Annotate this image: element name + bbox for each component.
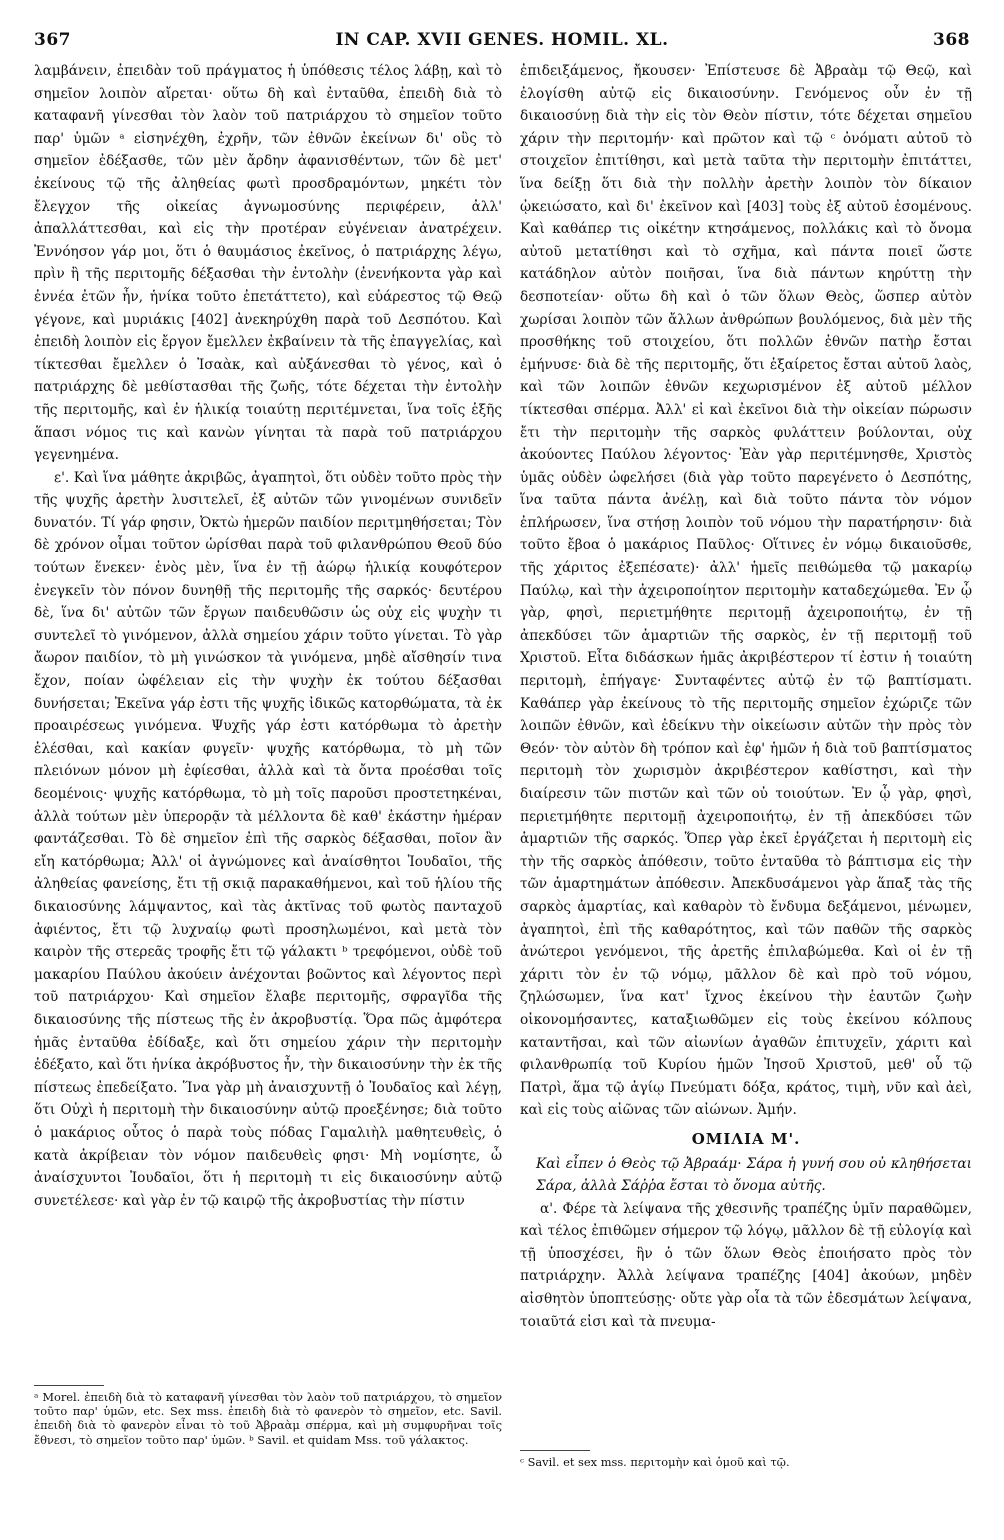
running-header	[34, 30, 970, 54]
left-paragraph-2: ε'. Καὶ ἵνα μάθητε ἀκριβῶς, ἀγαπητοὶ, ὅτι οὐδὲν τοῦτο πρὸς τὴν τῆς ψυχῆς ἀρετὴν λυσιτελεῖ, ἐξ αὐτῶν τῶν γινομένων συνιδεῖν δυνατόν. Τί γάρ φησιν, Ὀκτὼ ἡμερῶν παιδίον περιτμηθήσεται; Τὸν δὲ χρόνον οἶμαι τοῦτον ὡρίσθαι παρὰ τοῦ φιλανθρώπου Θεοῦ δύο τούτων ἕνεκεν· ἑνὸς μὲν, ἵνα ἐν τῇ ἀώρῳ ἡλικίᾳ κουφότερον ἐνεγκεῖν τὸν πόνον δυνηθῇ τῆς περιτομῆς τῆς σαρκός· δευτέρου δὲ, ἵνα δι' αὐτῶν τῶν ἔργων παιδευθῶσιν ὡς οὐχ εἰς ψυχὴν τι συντελεῖ τὸ γινόμενον, ἀλλὰ σημείου χάριν τοῦτο γίνεται. Τὸ γὰρ ἄωρον παιδίον, τὸ μὴ γινώσκον τὰ γινόμενα, μηδὲ αἴσθησίν τινα ἔχον, ποίαν ὠφέλειαν εἰς τὴν ψυχὴν ἐκ τούτου δέξασθαι δυνήσεται; Ἐκεῖνα γάρ ἐστι τῆς ψυχῆς ἰδικῶς κατορθώματα, τὰ ἐκ προαιρέσεως γινόμενα. Ψυχῆς γάρ ἐστι κατόρθωμα τὸ ἀρετὴν ἑλέσθαι, καὶ κακίαν φυγεῖν· ψυχῆς κατόρθωμα, τὸ μὴ τῶν πλειόνων μόνον μὴ ἐφίεσθαι, ἀλλὰ καὶ τὰ ὄντα προέσθαι τοῖς δεομένοις· ψυχῆς κατόρθωμα, τὸ μὴ τοῖς παροῦσι προστετηκέναι, ἀλλὰ τούτων μὲν ὑπερορᾷν τὰ μέλλοντα δὲ καθ' ἑκάστην ἡμέραν φαντάζεσθαι. Τὸ δὲ σημεῖον ἐπὶ τῆς σαρκὸς δέξασθαι, ποῖον ἂν εἴη κατόρθωμα; Ἀλλ' οἱ ἀγνώμονες καὶ ἀναίσθητοι Ἰουδαῖοι, τῆς ἀληθείας φανείσης, ἔτι τῇ σκιᾷ παρακαθήμενοι, καὶ τοῦ ἡλίου τῆς δικαιοσύνης λάμψαντος, καὶ τὰς ἀκτῖνας τοῦ φωτὸς πανταχοῦ ἀφιέντος, ἔτι τῷ λυχναίῳ φωτὶ προσηλωμένοι, καὶ μετὰ τὸν καιρὸν τῆς στερεᾶς τροφῆς ἔτι τῷ γάλακτι ᵇ τρεφόμενοι, οὐδὲ τοῦ μακαρίου Παύλου ἀκούειν ἀνέχονται βοῶντος καὶ λέγοντος περὶ τοῦ πατριάρχου· Καὶ σημεῖον ἔλαβε περιτομῆς, σφραγῖδα τῆς δικαιοσύνης τῆς πίστεως τῆς ἐν ἀκροβυστίᾳ. Ὅρα πῶς ἀμφότερα ἡμᾶς ἐνταῦθα ἐδίδαξε, καὶ ὅτι σημείου χάριν τὴν περιτομὴν ἐδέξατο, καὶ ὅτι ἡνίκα ἀκρόβυστος ἦν, τὴν δικαιοσύνην τὴν ἐκ τῆς πίστεως ἐπεδείξατο. Ἵνα γὰρ μὴ ἀναισχυντῇ ὁ Ἰουδαῖος καὶ λέγῃ, ὅτι Οὐχὶ ἡ περιτομὴ τὴν δικαιοσύνην αὐτῷ προεξένησε; διὰ τοῦτο ὁ μακάριος οὗτος ὁ παρὰ τοὺς πόδας Γαμαλιὴλ μαθητευθεὶς, ὁ κατὰ ἀκρίβειαν τὸν νόμον παιδευθεὶς φησι· Μὴ νομίσητε, ὦ ἀναίσχυντοι Ἰουδαῖοι, ὅτι ἡ περιτομὴ τι εἰς δικαιοσύνην αὐτῷ συνετέλεσε· καὶ γὰρ ἐν τῷ καιρῷ τῆς ἀκροβυστίας τὴν πίστιν	[34, 469, 502, 1209]
footnote-rule	[34, 1385, 104, 1386]
homily-scripture: Καὶ εἶπεν ὁ Θεὸς τῷ Ἀβραάμ· Σάρα ἡ γυνή σου οὐ κληθήσεται Σάρα, ἀλλὰ Σάῤῥα ἔσται τὸ ὄνομα αὐτῆς.	[536, 1155, 972, 1195]
right-paragraph-2: α'. Φέρε τὰ λείψανα τῆς χθεσινῆς τραπέζης ὑμῖν παραθῶμεν, καὶ τέλος ἐπιθῶμεν σήμερον τῷ λόγῳ, μᾶλλον δὲ τῇ εὐλογίᾳ καὶ τῇ ὑποσχέσει, ἣν ὁ τῶν ὅλων Θεὸς ἐποιήσατο πρὸς τὸν πατριάρχην. Ἀλλὰ λείψανα τραπέζης [404] ἀκούων, μηδὲν αἰσθητὸν ὑποπτεύσῃς· οὔτε γὰρ οἷα τὰ τῶν ἐδεσμάτων λείψανα, τοιαῦτά εἰσι καὶ τὰ πνευμα-	[520, 1200, 972, 1330]
homily-title: ΟΜΙΛΙΑ Μ'.	[691, 1129, 801, 1148]
left-footnote: ᵃ Morel. ἐπειδὴ διὰ τὸ καταφανῆ γίνεσθαι τὸν λαὸν τοῦ πατριάρχου, τὸ σημεῖον τοῦτο παρ' ὑμῶν, etc. Sex mss. ἐπειδὴ διὰ τὸ φανερὸν τὸ σημεῖον, etc. Savil. ἐπειδὴ διὰ τὸ φανερὸν εἶναι τὸ τοῦ Ἀβραὰμ σπέρμα, καὶ μὴ συμφυρῆναι τοῖς ἔθνεσι, τὸ σημεῖον τοῦτο παρ' ὑμῶν. ᵇ Savil. et quidam Mss. τοῦ γάλακτος.	[34, 1390, 502, 1447]
page-number-left: 367	[34, 30, 71, 50]
page-number-right: 368	[933, 30, 970, 50]
right-paragraph-1: ἐπιδειξάμενος, ἤκουσεν· Ἐπίστευσε δὲ Ἀβραὰμ τῷ Θεῷ, καὶ ἐλογίσθη αὐτῷ εἰς δικαιοσύνην. Γενόμενος οὖν ἐν τῇ δικαιοσύνῃ διὰ τὴν εἰς τὸν Θεὸν πίστιν, τότε δέχεται σημεῖου χάριν τὴν περιτομήν· καὶ πρῶτον καὶ τῷ ᶜ ὀνόματι αὐτοῦ τὸ στοιχεῖον ἐπιτίθησι, καὶ μετὰ ταῦτα τὴν περιτομὴν ἐπιτάττει, ἵνα δείξῃ ὅτι διὰ τὴν πολλὴν ἀρετὴν λοιπὸν τὸν δίκαιον ᾠκειώσατο, καὶ δι' ἐκεῖνον καὶ [403] τοὺς ἐξ αὐτοῦ ἐσομένους. Καὶ καθάπερ τις οἰκέτην κτησάμενος, πολλάκις καὶ τὸ ὄνομα αὐτοῦ μετατίθησι καὶ τὸ σχῆμα, καὶ πάντα ποιεῖ ὥστε κατάδηλον αὐτὸν ποιῆσαι, ἵνα διὰ πάντων κηρύττῃ τὴν δεσποτείαν· οὕτω δὴ καὶ ὁ τῶν ὅλων Θεὸς, ὥσπερ αὐτὸν χωρίσαι λοιπὸν τῶν ἄλλων ἀνθρώπων βουλόμενος, διὰ μὲν τῆς προσθήκης τοῦ στοιχείου, ὅτι πολλῶν ἐθνῶν πατὴρ ἔσται ἐμήνυσε· διὰ δὲ τῆς περιτομῆς, ὅτι ἐξαίρετος ἔσται αὐτοῦ λαὸς, καὶ τῶν λοιπῶν ἐθνῶν κεχωρισμένον ἐξ αὐτοῦ μέλλον τίκτεσθαι σπέρμα. Ἀλλ' εἰ καὶ ἐκεῖνοι διὰ τὴν οἰκείαν πώρωσιν ἔτι τὴν περιτομὴν τῆς σαρκὸς φυλάττειν βούλονται, οὐχ ἀκούοντες Παύλου λέγοντος· Ἐὰν γὰρ περιτέμνησθε, Χριστὸς ὑμᾶς οὐδὲν ὠφελήσει (διὰ γὰρ τοῦτο παρεγένετο ὁ Δεσπότης, ἵνα ταῦτα πάντα ἀνέλῃ, καὶ διὰ τοῦτο πάντα τὸν νόμον ἐπλήρωσεν, ἵνα στήσῃ λοιπὸν τοῦ νόμου τὴν παρατήρησιν· διὰ τοῦτο ἔβοα ὁ μακάριος Παῦλος· Οἵτινες ἐν νόμῳ δικαιοῦσθε, τῆς χάριτος ἐξεπέσατε)· ἀλλ' ἡμεῖς πειθώμεθα τῷ μακαρίῳ Παύλῳ, καὶ τὴν ἀχειροποίητον περιτομὴν καταδεχώμεθα. Ἐν ᾧ γὰρ, φησὶ, περιετμήθητε περιτομῇ ἀχειροποιήτῳ, ἐν τῇ ἀπεκδύσει τῶν ἁμαρτιῶν τῆς σαρκὸς, ἐν τῇ περιτομῇ τοῦ Χριστοῦ. Εἶτα διδάσκων ἡμᾶς ἀκριβέστερον τί ἐστιν ἡ τοιαύτη περιτομὴ, ἐπήγαγε· Συνταφέντες αὐτῷ ἐν τῷ βαπτίσματι. Καθάπερ γὰρ ἐκείνους τὸ τῆς περιτομῆς σημεῖον ἐχώριζε τῶν λοιπῶν ἐθνῶν, καὶ ἐδείκνυ τὴν οἰκείωσιν αὐτῶν τὴν πρὸς τὸν Θεόν· τὸν αὐτὸν δὴ τρόπον καὶ ἐφ' ἡμῶν ἡ διὰ τοῦ βαπτίσματος περιτομὴ τὸν χωρισμὸν ἀκριβέστερον καθίστησι, καὶ τὴν διαίρεσιν τῶν πιστῶν καὶ τῶν οὐ τοιούτων. Ἐν ᾧ γὰρ, φησὶ, περιετμήθητε περιτομῇ ἀχειροποιήτῳ, ἐν τῇ ἀπεκδύσει τῶν ἁμαρτιῶν τῆς σαρκός. Ὅπερ γὰρ ἐκεῖ ἐργάζεται ἡ περιτομὴ εἰς τὴν τῆς σαρκὸς ἀπόθεσιν, τοῦτο ἐνταῦθα τὸ βάπτισμα εἰς τὴν τῶν ἁμαρτημάτων ἀπόθεσιν. Ἀπεκδυσάμενοι γὰρ ἅπαξ τὰς τῆς σαρκὸς ἁμαρτίας, καὶ καθαρὸν τὸ ἔνδυμα δεξάμενοι, μένωμεν, ἀγαπητοὶ, ἐπὶ τῆς καθαρότητος, καὶ τῶν παθῶν τῆς σαρκὸς ἀνώτεροι γενόμενοι, τῆς ἀρετῆς ἐπιλαβώμεθα. Καὶ οἱ ἐν τῇ χάριτι τὸν ἐν τῷ νόμῳ, μᾶλλον δὲ καὶ πρὸ τοῦ νόμου, ζηλώσωμεν, ἵνα κατ' ἴχνος ἐκείνου τὴν ἑαυτῶν ζωὴν οἰκονομήσαντες, καταξιωθῶμεν εἰς τοὺς ἐκείνου κόλπους καταντῆσαι, καὶ τῶν αἰωνίων ἀγαθῶν ἐπιτυχεῖν, χάριτι καὶ φιλανθρωπίᾳ τοῦ Κυρίου ἡμῶν Ἰησοῦ Χριστοῦ, μεθ' οὗ τῷ Πατρὶ, ἅμα τῷ ἁγίῳ Πνεύματι δόξα, κράτος, τιμὴ, νῦν καὶ ἀεὶ, καὶ εἰς τοὺς αἰῶνας τῶν αἰώνων. Ἀμήν.	[520, 63, 972, 1119]
left-column	[34, 60, 502, 1447]
right-column	[520, 60, 972, 1469]
footnote-rule	[520, 1450, 590, 1451]
right-footnote: ᶜ Savil. et sex mss. περιτομὴν καὶ ὁμοῦ καὶ τῷ.	[520, 1455, 790, 1469]
left-paragraph-1: λαμβάνειν, ἐπειδὰν τοῦ πράγματος ἡ ὑπόθεσις τέλος λάβῃ, καὶ τὸ σημεῖον λοιπὸν αἴρεται· οὕτω δὴ καὶ ἐνταῦθα, ἐπειδὴ διὰ τὸ καταφανῆ γίνεσθαι τὸν λαὸν τοῦ πατριάρχου τὸ σημεῖον τοῦτο παρ' ὑμῶν ᵃ εἰσηνέχθη, ἐχρῆν, τῶν ἐθνῶν ἐκείνων δι' οὓς τὸ σημεῖον ἐδέξασθε, τῶν μὲν ἄρδην ἀφανισθέντων, τῶν δὲ μετ' ἐκείνους τῷ τῆς ἀληθείας φωτὶ προσδραμόντων, μηκέτι τὸν ἔλεγχον τῆς οἰκείας ἀγνωμοσύνης περιφέρειν, ἀλλ' ἀπαλλάττεσθαι, καὶ εἰς τὴν προτέραν εὐγένειαν ἀνατρέχειν. Ἐννόησον γάρ μοι, ὅτι ὁ θαυμάσιος ἐκεῖνος, ὁ πατριάρχης λέγω, πρὶν ἢ τῆς περιτομῆς δέξασθαι τὴν ἐντολὴν (ἐνενήκοντα γὰρ καὶ ἐννέα ἐτῶν ἦν, ἡνίκα τοῦτο ἐπετάττετο), καὶ εὐάρεστος τῷ Θεῷ γέγονε, καὶ μυριάκις [402] ἀνεκηρύχθη παρὰ τοῦ Δεσπότου. Καὶ ἐπειδὴ λοιπὸν εἰς ἔργον ἔμελλεν ἐκβαίνειν τὰ τῆς ἐπαγγελίας, καὶ τίκτεσθαι ἔμελλεν ὁ Ἰσαὰκ, καὶ αὐξάνεσθαι τὸ γένος, καὶ ὁ πατριάρχης δὲ μεθίστασθαι τῆς ζωῆς, τότε δέχεται τὴν ἐντολὴν τῆς περιτομῆς, καὶ ἐν ἡλικίᾳ τοιαύτῃ περιτέμνεται, ἵνα τοῖς ἑξῆς ἅπασι νόμος τις καὶ κανὼν γίνηται τὰ παρὰ τοῦ πατριάρχου γεγενημένα.	[34, 63, 502, 464]
running-title: IN CAP. XVII GENES. HOMIL. XL.	[335, 30, 669, 50]
